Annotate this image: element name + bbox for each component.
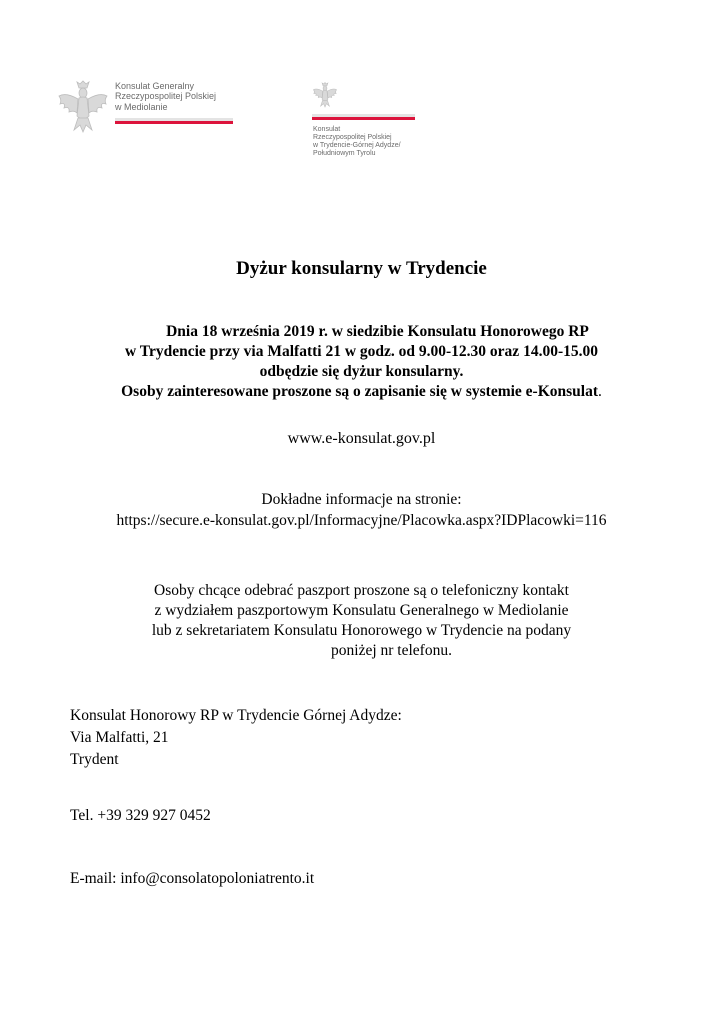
- details-url-link[interactable]: https://secure.e-konsulat.gov.pl/Informacyjne/Placowka.aspx?IDPlacowki=116: [116, 512, 607, 529]
- address-line: Konsulat Honorowy RP w Trydencie Górnej Adydze:: [70, 707, 402, 724]
- logo-right-line: Rzeczypospolitej Polskiej: [313, 134, 392, 142]
- logo-right-text: [313, 126, 401, 158]
- intro-line: odbędzie się dyżur konsularny.: [259, 363, 464, 380]
- website-link[interactable]: www.e-konsulat.gov.pl: [287, 430, 436, 447]
- phone-number: Tel. +39 329 927 0452: [70, 807, 211, 824]
- eagle-emblem-icon: [312, 82, 338, 109]
- passport-line: Osoby chcące odebrać paszport proszone są o telefoniczny kontakt: [154, 582, 569, 599]
- email-link[interactable]: E-mail: info@consolatopoloniatrento.it: [70, 870, 315, 887]
- logo-right-line: w Trydencie-Górnej Adydze/: [313, 142, 401, 150]
- logo-left-line: Konsulat Generalny: [115, 81, 195, 91]
- page-title: Dyżur konsularny w Trydencie: [236, 258, 487, 279]
- logo-right-line: Południowym Tyrolu: [313, 150, 376, 158]
- intro-line: w Trydencie przy via Malfatti 21 w godz. od 9.00-12.30 oraz 14.00-15.00: [125, 343, 598, 360]
- flag-bar-left: [115, 118, 233, 124]
- address-block: [70, 706, 402, 770]
- logo-right-line: Konsulat: [313, 126, 341, 133]
- intro-period: .: [598, 383, 602, 400]
- intro-line: Dnia 18 września 2019 r. w siedzibie Konsulatu Honorowego RP: [166, 323, 589, 340]
- details-block: [0, 490, 723, 531]
- address-line: Trydent: [70, 751, 119, 768]
- passport-line: lub z sekretariatem Konsulatu Honorowego w Trydencie na podany: [151, 622, 572, 639]
- passport-line: z wydziałem paszportowym Konsulatu Generalnego w Mediolanie: [154, 602, 569, 619]
- logo-left: [56, 76, 246, 136]
- logo-left-line: Rzeczypospolitej Polskiej: [115, 91, 217, 102]
- logo-left-text: [115, 81, 216, 112]
- intro-paragraph: [0, 322, 723, 402]
- flag-bar-right: [312, 114, 415, 120]
- logo-right: [310, 82, 450, 172]
- passport-paragraph: [0, 581, 723, 661]
- intro-line-text: Osoby zainteresowane proszone są o zapisanie się w systemie e-Konsulat: [121, 383, 599, 400]
- intro-line: [0, 382, 723, 402]
- details-label: Dokładne informacje na stronie:: [261, 491, 462, 508]
- passport-line: poniżej nr telefonu.: [331, 642, 452, 659]
- logo-left-line: w Mediolanie: [115, 101, 168, 112]
- address-line: Via Malfatti, 21: [70, 729, 169, 746]
- eagle-emblem-icon: [56, 80, 110, 136]
